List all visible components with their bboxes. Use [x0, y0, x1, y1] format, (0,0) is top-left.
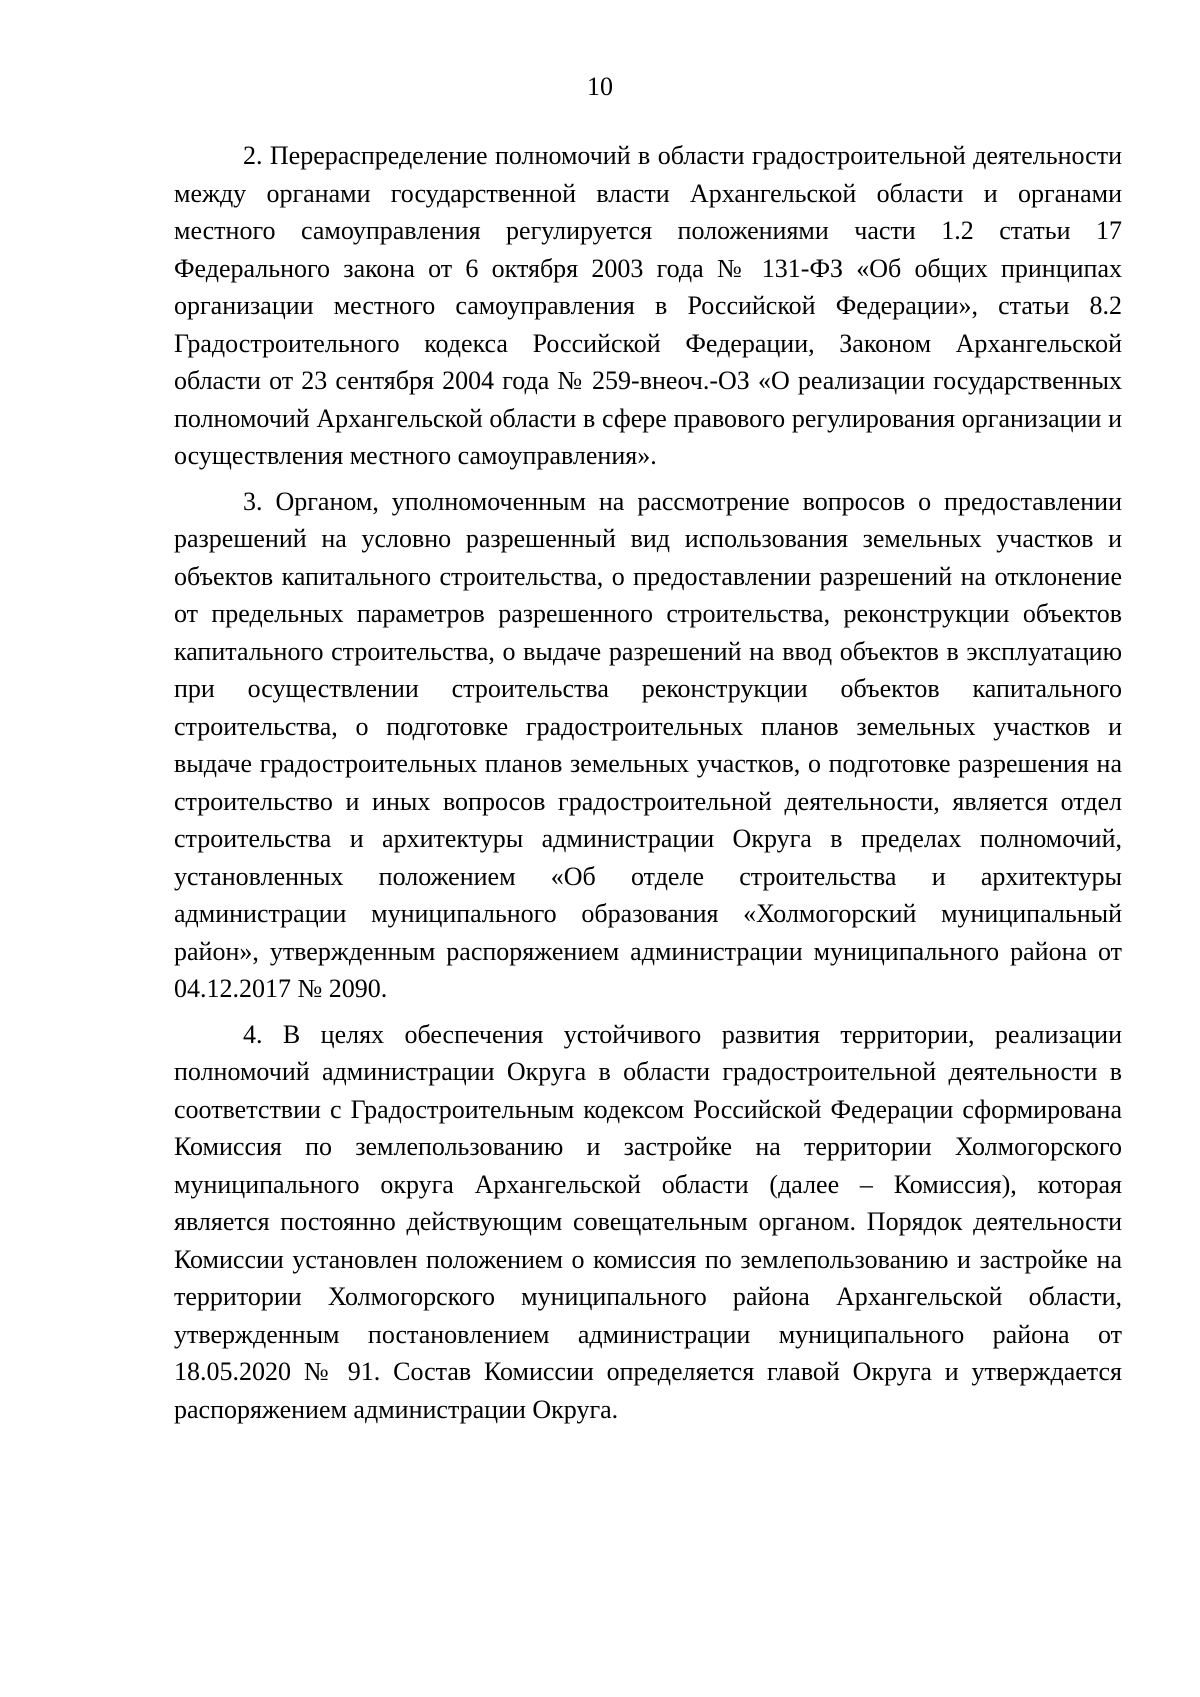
page-number: 10 — [587, 72, 613, 101]
paragraph-3: 3. Органом, уполномоченным на рассмотрение вопросов о предоставлении разрешений на условно разрешенный вид использования земельных участков и объектов капитального строительства, о предоставлении разрешений на отклонение от предельных параметров разрешенного строительства, реконструкции объектов капитального строительства, о выдаче разрешений на ввод объектов в эксплуатацию при осуществлении строительства реконструкции объектов капитального строительства, о подготовке градостроительных планов земельных участков и выдаче градостроительных планов земельных участков, о подготовке разрешения на строительство и иных вопросов градостроительной деятельности, является отдел строительства и архитектуры администрации Округа в пределах полномочий, установленных положением «Об отделе строительства и архитектуры администрации муниципального образования «Холмогорский муниципальный район», утвержденным распоряжением администрации муниципального района от 04.12.2017 № 2090. — [174, 486, 1122, 1003]
paragraph-2: 2. Перераспределение полномочий в области градостроительной деятельности между органами государственной власти Архангельской области и органами местного самоуправления регулируется положениями части 1.2 статьи 17 Федерального закона от 6 октября 2003 года № 131-ФЗ «Об общих принципах организации местного самоуправления в Российской Федерации», статьи 8.2 Градостроительного кодекса Российской Федерации, Законом Архангельской области от 23 сентября 2004 года № 259-внеоч.-ОЗ «О реализации государственных полномочий Архангельской области в сфере правового регулирования организации и осуществления местного самоуправления». — [174, 141, 1122, 470]
document-body — [174, 137, 1122, 1428]
paragraph-4: 4. В целях обеспечения устойчивого развития территории, реализации полномочий администрации Округа в области градостроительной деятельности в соответствии с Градостроительным кодексом Российской Федерации сформирована Комиссия по землепользованию и застройке на территории Холмогорского муниципального округа Архангельской области (далее – Комиссия), которая является постоянно действующим совещательным органом. Порядок деятельности Комиссии установлен положением о комиссия по землепользованию и застройке на территории Холмогорского муниципального района Архангельской области, утвержденным постановлением администрации муниципального района от 18.05.2020 № 91. Состав Комиссии определяется главой Округа и утверждается распоряжением администрации Округа. — [174, 1019, 1122, 1424]
